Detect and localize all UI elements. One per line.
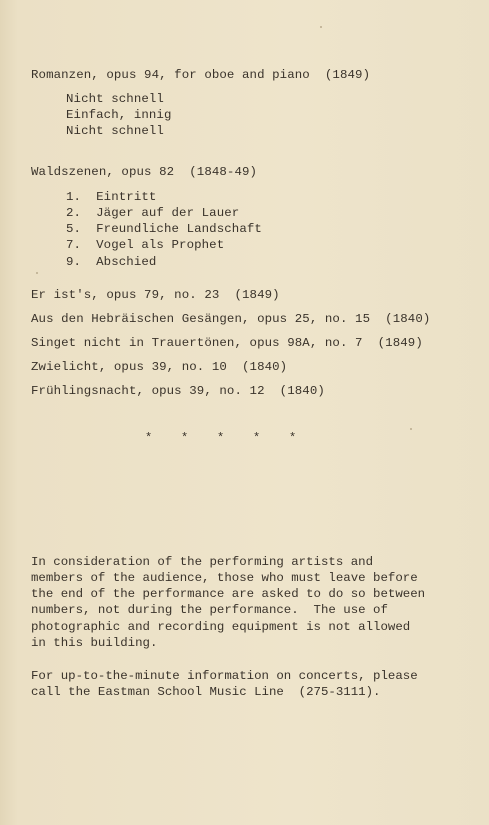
song-title: Frühlingsnacht, opus 39, no. 12 (1840) xyxy=(31,384,325,398)
movement-item: Nicht schnell xyxy=(66,92,164,106)
notice-line: members of the audience, those who must leave before xyxy=(31,571,418,585)
paper-speck xyxy=(410,428,412,430)
song-title: Er ist's, opus 79, no. 23 (1849) xyxy=(31,288,280,302)
work-title-waldszenen: Waldszenen, opus 82 (1848-49) xyxy=(31,165,258,179)
info-line: For up-to-the-minute information on concerts, please xyxy=(31,669,418,683)
notice-line: the end of the performance are asked to do so between xyxy=(31,587,426,601)
song-title: Zwielicht, opus 39, no. 10 (1840) xyxy=(31,360,288,374)
movement-item: 9. Abschied xyxy=(66,255,157,269)
notice-line: in this building. xyxy=(31,636,158,650)
section-separator: * * * * * xyxy=(145,431,297,445)
movement-item: Nicht schnell xyxy=(66,124,164,138)
movement-item: 5. Freundliche Landschaft xyxy=(66,222,262,236)
song-title: Aus den Hebräischen Gesängen, opus 25, no. 15 (1840) xyxy=(31,312,431,326)
info-line: call the Eastman School Music Line (275-3111). xyxy=(31,685,381,699)
paper-speck xyxy=(36,272,38,274)
movement-item: Einfach, innig xyxy=(66,108,172,122)
notice-line: photographic and recording equipment is not allowed xyxy=(31,620,411,634)
notice-line: numbers, not during the performance. The use of xyxy=(31,603,388,617)
movement-item: 2. Jäger auf der Lauer xyxy=(66,206,240,220)
movement-item: 7. Vogel als Prophet xyxy=(66,238,225,252)
paper-speck xyxy=(320,26,322,28)
movement-item: 1. Eintritt xyxy=(66,190,157,204)
notice-line: In consideration of the performing artists and xyxy=(31,555,374,569)
song-title: Singet nicht in Trauertönen, opus 98A, no. 7 (1849) xyxy=(31,336,423,350)
work-title-romanzen: Romanzen, opus 94, for oboe and piano (1849) xyxy=(31,68,371,82)
